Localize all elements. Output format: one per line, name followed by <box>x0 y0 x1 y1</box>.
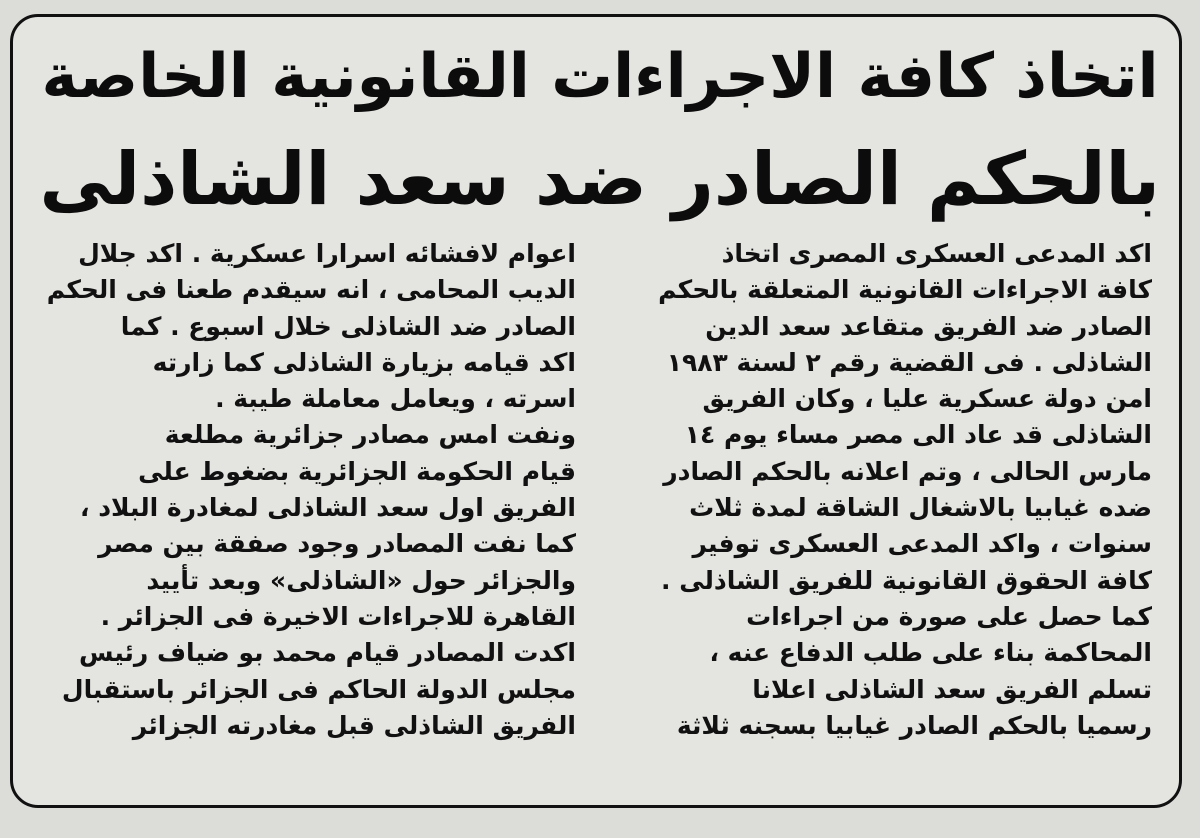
article-column-left <box>44 236 576 744</box>
column-line: الديب المحامى ، انه سيقدم طعنا فى الحكم <box>46 275 576 305</box>
column-line: القاهرة للاجراءات الاخيرة فى الجزائر . <box>100 601 576 631</box>
column-line: امن دولة عسكرية عليا ، وكان الفريق <box>702 384 1152 414</box>
column-line: اسرته ، ويعامل معاملة طيبة . <box>215 384 576 414</box>
column-line: ضده غيابيا بالاشغال الشاقة لمدة ثلاث <box>689 493 1152 523</box>
column-line: الصادر ضد الفريق متقاعد سعد الدين <box>705 311 1152 341</box>
column-line: كما نفت المصادر وجود صفقة بين مصر <box>98 529 576 559</box>
headline-line-1: اتخاذ كافة الاجراءات القانونية الخاصة <box>41 40 1159 112</box>
column-line: رسميا بالحكم الصادر غيابيا بسجنه ثلاثة <box>676 710 1152 740</box>
headline-line-2: بالحكم الصادر ضد سعد الشاذلى <box>39 138 1160 222</box>
column-line: المحاكمة بناء على طلب الدفاع عنه ، <box>709 638 1152 668</box>
column-line: اكد المدعى العسكرى المصرى اتخاذ <box>721 239 1152 268</box>
column-line: الفريق الشاذلى قبل مغادرته الجزائر <box>132 710 576 740</box>
column-line: كافة الحقوق القانونية للفريق الشاذلى . <box>661 565 1152 595</box>
column-line: الصادر ضد الشاذلى خلال اسبوع . كما <box>120 311 576 341</box>
column-line: اكد قيامه بزيارة الشاذلى كما زارته <box>152 347 576 377</box>
column-line: ونفت امس مصادر جزائرية مطلعة <box>164 420 576 450</box>
column-line: اعوام لافشائه اسرارا عسكرية . اكد جلال <box>78 239 576 268</box>
column-line: والجزائر حول «الشاذلى» وبعد تأييد <box>146 565 576 595</box>
column-line: الشاذلى . فى القضية رقم ٢ لسنة ١٩٨٣ <box>666 347 1152 377</box>
column-line: الفريق اول سعد الشاذلى لمغادرة البلاد ، <box>80 493 576 523</box>
column-line: كما حصل على صورة من اجراءات <box>746 601 1152 631</box>
column-line: الشاذلى قد عاد الى مصر مساء يوم ١٤ <box>684 420 1152 450</box>
column-line: مارس الحالى ، وتم اعلانه بالحكم الصادر <box>663 456 1152 486</box>
column-line: مجلس الدولة الحاكم فى الجزائر باستقبال <box>61 674 576 704</box>
column-line: كافة الاجراءات القانونية المتعلقة بالحكم <box>658 275 1152 305</box>
column-line: قيام الحكومة الجزائرية بضغوط على <box>138 456 576 486</box>
column-line: تسلم الفريق سعد الشاذلى اعلانا <box>752 674 1152 704</box>
column-line: اكدت المصادر قيام محمد بو ضياف رئيس <box>78 638 576 668</box>
article-column-right <box>622 236 1152 744</box>
column-line: سنوات ، واكد المدعى العسكرى توفير <box>692 529 1152 559</box>
